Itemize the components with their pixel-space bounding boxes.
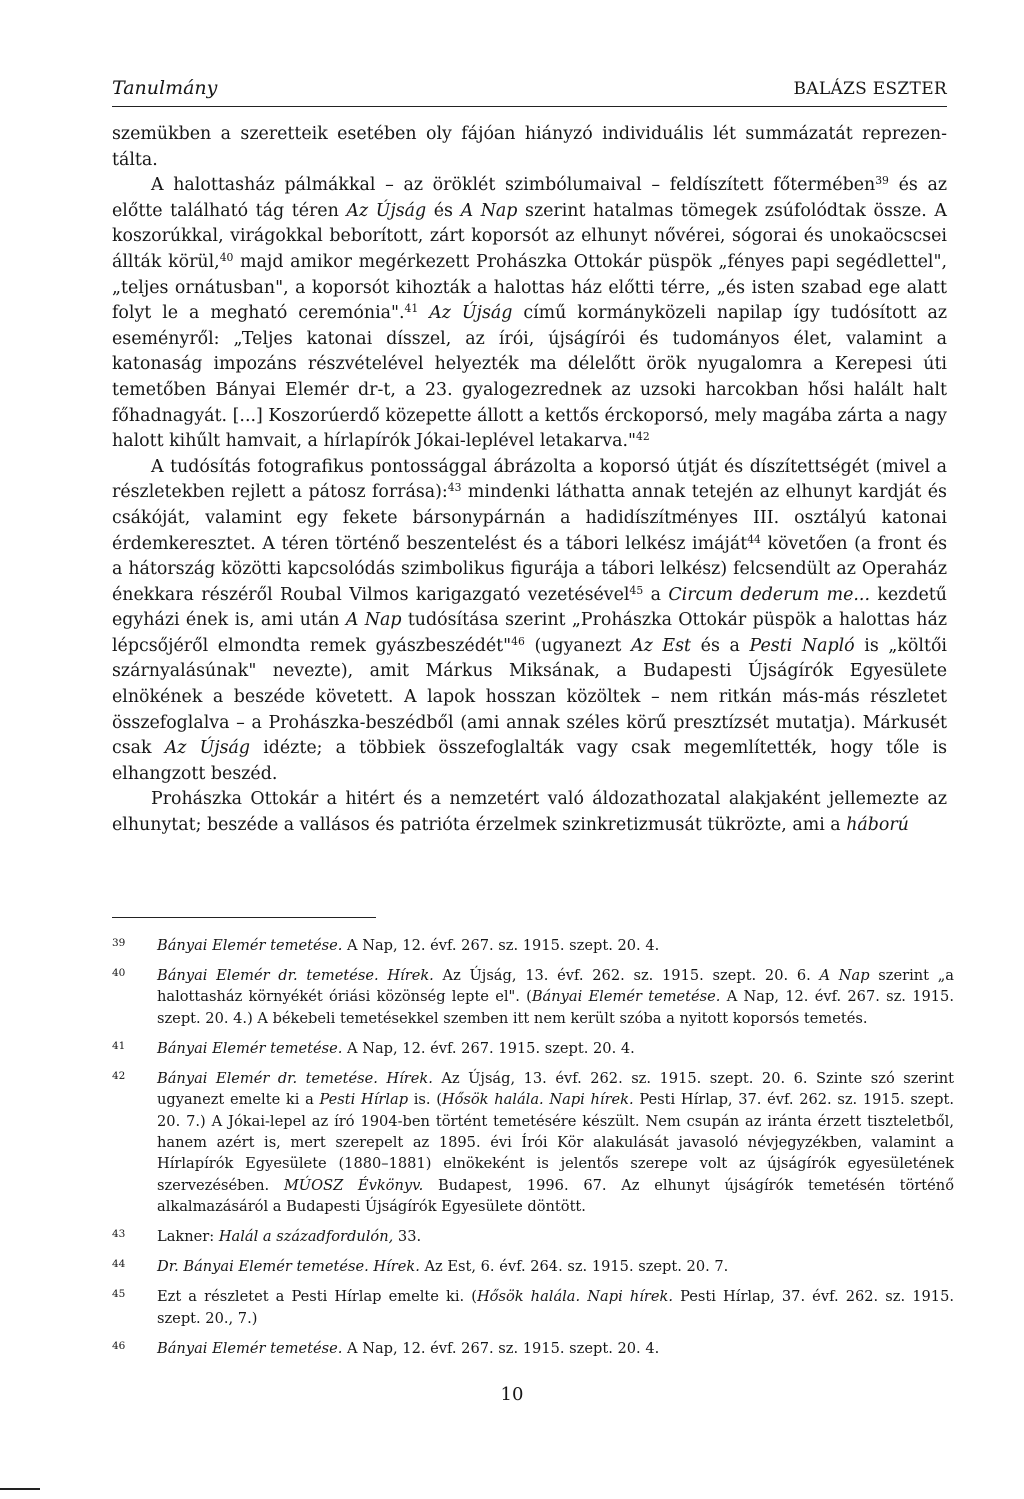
paragraph-4: Prohászka Ottokár a hitért és a nemzetért való áldozathozatal alakjaként jellemezte az elhunytat; beszéde a vallásos és patrióta érzelmek szinkretizmusát tükrözte, ami a háború bbox=[112, 789, 947, 836]
footnote-43: 43 Lakner: Halál a századfordulón, 33. bbox=[112, 1228, 422, 1246]
footnote-number: 42 bbox=[112, 1069, 126, 1082]
footnote-41: 41 Bányai Elemér temetése. A Nap, 12. évf. 267. 1915. szept. 20. 4. bbox=[112, 1039, 635, 1057]
footnote-ref-40[interactable]: 40 bbox=[219, 251, 234, 265]
paragraph-2: A halottasház pálmákkal – az öröklét szimbólumaival – feldíszített főtermében$^{39}$ és az előtte található tág téren Az Újság és A Nap szerint hatalmas tömegek zsúfolódtak össze. A koszorúkkal, virágokkal beborított, zárt koporsót az elhunyt nővérei, sógorai és unokaöcscsei állták körül,$^{40}$ majd amikor megérkezett Prohászka Ottokár püspök „fényes papi segédlettel", „teljes ornátusban", a koporsót kihozták a halottas ház előtti térre, „és isten szabad ege alatt folyt le a megható ceremónia".$^{41}$ Az Újság című kormányközeli napilap így tudósított az eseményről: „Teljes katonai dísszel, az írói, újságírói és tudományos élet, valamint a katonaság impozáns részvételével helyezték ma délelőtt örök nyugalomra a Kerepesi úti temetőben Bányai Elemér dr-t, a 23. gyalogezrednek az uzsoki harcokban hősi halált halt főhadnagyát. [...] Koszorúerdő közepette állott a kettős érckoporsó, mely magába zárta a nagy halott kihűlt hamvait, a hírlapírók Jókai-leplével letakarva."$^{42}$ bbox=[112, 174, 948, 452]
footnote-ref-46[interactable]: 46 bbox=[511, 634, 525, 648]
footnote-number: 43 bbox=[112, 1228, 126, 1241]
section-title: Tanulmány bbox=[112, 77, 218, 99]
footnote-ref-39[interactable]: 39 bbox=[875, 174, 889, 188]
footnote-separator bbox=[112, 917, 376, 918]
footnote-number: 39 bbox=[112, 937, 126, 949]
footnote-46: 46 Bányai Elemér temetése. A Nap, 12. évf. 267. sz. 1915. szept. 20. 4. bbox=[112, 1339, 660, 1357]
footnote-ref-45[interactable]: 45 bbox=[629, 583, 644, 597]
scan-edge-mark bbox=[0, 1488, 40, 1490]
footnote-39: 39 Bányai Elemér temetése. A Nap, 12. évf. 267. sz. 1915. szept. 20. 4. bbox=[112, 937, 660, 954]
footnotes bbox=[112, 935, 954, 1368]
footnote-ref-41[interactable]: 41 bbox=[404, 302, 419, 316]
page-number: 10 bbox=[500, 1384, 524, 1405]
footnote-ref-43[interactable]: 43 bbox=[447, 481, 462, 495]
footnote-45: 45 Ezt a részletet a Pesti Hírlap emelte ki. (Hősök halála. Napi hírek. Pesti Hírlap, 37. évf. 262. sz. 1915. szept. 20., 7.) bbox=[112, 1288, 954, 1327]
footnote-number: 45 bbox=[112, 1288, 126, 1301]
author-name: BALÁZS ESZTER bbox=[793, 79, 947, 99]
footnote-number: 44 bbox=[112, 1258, 126, 1271]
footnote-number: 46 bbox=[112, 1339, 126, 1352]
main-text bbox=[112, 122, 947, 839]
footnote-44: 44 Dr. Bányai Elemér temetése. Hírek. Az Est, 6. évf. 264. sz. 1915. szept. 20. 7. bbox=[112, 1258, 729, 1276]
paragraph-1: szemükben a szeretteik esetében oly fájóan hiányzó individuális lét summázatát reprezentálta. bbox=[112, 124, 947, 170]
footnote-ref-44[interactable]: 44 bbox=[747, 532, 761, 546]
footnote-42: 42 Bányai Elemér dr. temetése. Hírek. Az Újság, 13. évf. 262. sz. 1915. szept. 20. 6. Szinte szó szerint ugyanezt emelte ki a Pesti Hírlap is. (Hősök halála. Napi hírek. Pesti Hírlap, 37. évf. 262. sz. 1915. szept. 20. 7.) A Jókai-lepel az író 1904-ben történt temetésére készült. Nem csupán az iránta érzett tiszteletből, hanem azért is, mert szerepelt az 1895. évi Írói Kör alakulását javasoló névjegyzékben, valamint a Hírlapírók Egyesülete (1880–1881) elnökeként is jelentős szerepe volt az újságírók egyesületének szervezésében. MÚOSZ Évkönyv. Budapest, 1996. 67. Az elhunyt újságírók temetésén történő alkalmazásáról a Budapesti Újságírók Egyesülete döntött. bbox=[112, 1069, 954, 1216]
footnote-ref-42[interactable]: 42 bbox=[635, 430, 650, 444]
paragraph-3: A tudósítás fotografikus pontossággal ábrázolta a koporsó útját és díszítettségét (mivel a részletekben rejlett a pátosz forrása):$^{43}$ mindenki láthatta annak tetején az elhunyt kardját és csákóját, valamint egy fekete bársonypárnán a hadidíszítményes III. osztályú katonai érdemkeresztet. A téren történő beszentelést és a tábori lelkész imáját$^{44}$ követően (a front és a hátország közötti kapcsolódás szimbolikus figurája a tábori lelkész) felcsendült az Operaház énekkara részéről Roubal Vilmos karigazgató vezetésével$^{45}$ a Circum dederum me... kezdetű egyházi ének is, ami után A Nap tudósítása szerint „Prohászka Ottokár püspök a halottas ház lépcsőjéről elmondta remek gyászbeszédét"$^{46}$ (ugyanezt Az Est és a Pesti Napló is „költői szárnyalásúnak" nevezte), amit Márkus Miksának, a Budapesti Újságírók Egyesülete elnökének a beszéde követett. A lapok hosszan közöltek – nem ritkán más-más részletet összefoglalva – a Prohászka-beszédből (ami annak széles körű presztízsét mutatja). Márkusét csak Az Újság idézte; a többiek összefoglalták vagy csak megemlítették, hogy tőle is elhangzott beszéd. bbox=[112, 456, 947, 784]
footnote-40: 40 Bányai Elemér dr. temetése. Hírek. Az Újság, 13. évf. 262. sz. 1915. szept. 20. 6. A Nap szerint „a halottasház környékét óriási közönség lepte el". (Bányai Elemér temetése. A Nap, 12. évf. 267. sz. 1915. szept. 20. 4.) A békebeli temetésekkel szemben itt nem került szóba a nyitott koporsós temetés. bbox=[112, 967, 954, 1027]
footnote-number: 41 bbox=[112, 1039, 126, 1052]
running-header bbox=[112, 76, 947, 107]
footnote-number: 40 bbox=[112, 967, 126, 979]
